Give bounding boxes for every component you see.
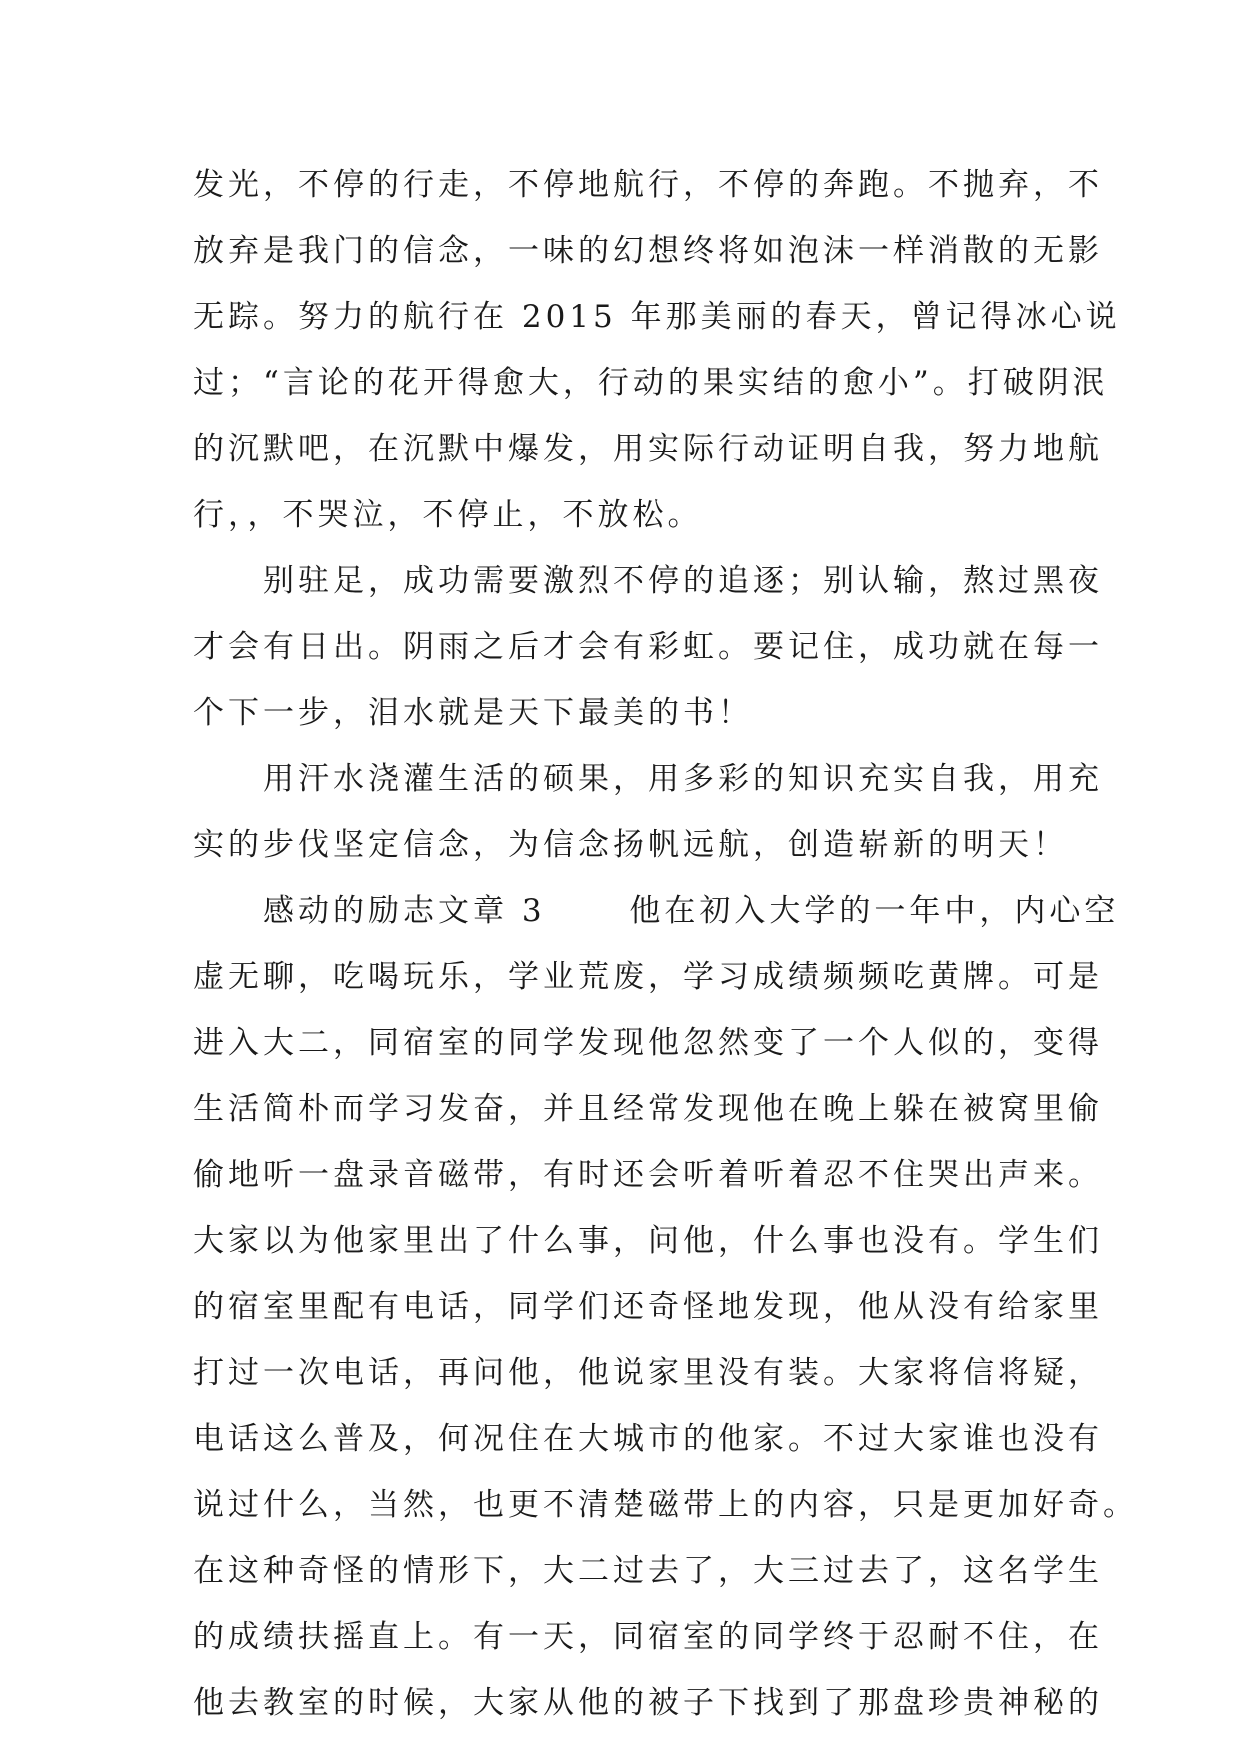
text-line: 虚无聊，吃喝玩乐，学业荒废，学习成绩频频吃黄牌。可是	[193, 959, 1103, 995]
text-line: 才会有日出。阴雨之后才会有彩虹。要记住，成功就在每一	[193, 629, 1103, 665]
text-line: 放弃是我门的信念，一味的幻想终将如泡沫一样消散的无影	[193, 233, 1103, 269]
text-line: 生活简朴而学习发奋，并且经常发现他在晚上躲在被窝里偷	[193, 1091, 1103, 1127]
text-line: 的成绩扶摇直上。有一天，同宿室的同学终于忍耐不住，在	[193, 1619, 1103, 1655]
text-line: 电话这么普及，何况住在大城市的他家。不过大家谁也没有	[193, 1421, 1103, 1457]
text-line: 的宿室里配有电话，同学们还奇怪地发现，他从没有给家里	[193, 1289, 1103, 1325]
text-line: 打过一次电话，再问他，他说家里没有装。大家将信将疑，	[193, 1355, 1103, 1391]
text-line: 发光，不停的行走，不停地航行，不停的奔跑。不抛弃，不	[193, 167, 1103, 203]
text-line: 个下一步，泪水就是天下最美的书！	[193, 695, 753, 731]
text-line: 感动的励志文章 3 他在初入大学的一年中，内心空	[193, 893, 1120, 929]
text-line: 进入大二，同宿室的同学发现他忽然变了一个人似的，变得	[193, 1025, 1103, 1061]
text-line: 无踪。努力的航行在 2015 年那美丽的春天，曾记得冰心说	[193, 299, 1121, 335]
text-line: 大家以为他家里出了什么事，问他，什么事也没有。学生们	[193, 1223, 1103, 1259]
text-line: 实的步伐坚定信念，为信念扬帆远航，创造崭新的明天！	[193, 827, 1068, 863]
text-line: 说过什么，当然，也更不清楚磁带上的内容，只是更加好奇。	[193, 1487, 1138, 1523]
text-line: 他去教室的时候，大家从他的被子下找到了那盘珍贵神秘的	[193, 1685, 1103, 1721]
text-line: 行，，不哭泣，不停止，不放松。	[193, 497, 703, 533]
text-line: 用汗水浇灌生活的硕果，用多彩的知识充实自我，用充	[193, 761, 1103, 797]
text-line: 在这种奇怪的情形下，大二过去了，大三过去了，这名学生	[193, 1553, 1103, 1589]
article-body	[193, 152, 1138, 1736]
text-line: 偷地听一盘录音磁带，有时还会听着听着忍不住哭出声来。	[193, 1157, 1103, 1193]
text-line: 过；“言论的花开得愈大，行动的果实结的愈小”。打破阴泯	[193, 365, 1108, 401]
text-line: 别驻足，成功需要激烈不停的追逐；别认输，熬过黑夜	[193, 563, 1103, 599]
text-line: 的沉默吧，在沉默中爆发，用实际行动证明自我，努力地航	[193, 431, 1103, 467]
